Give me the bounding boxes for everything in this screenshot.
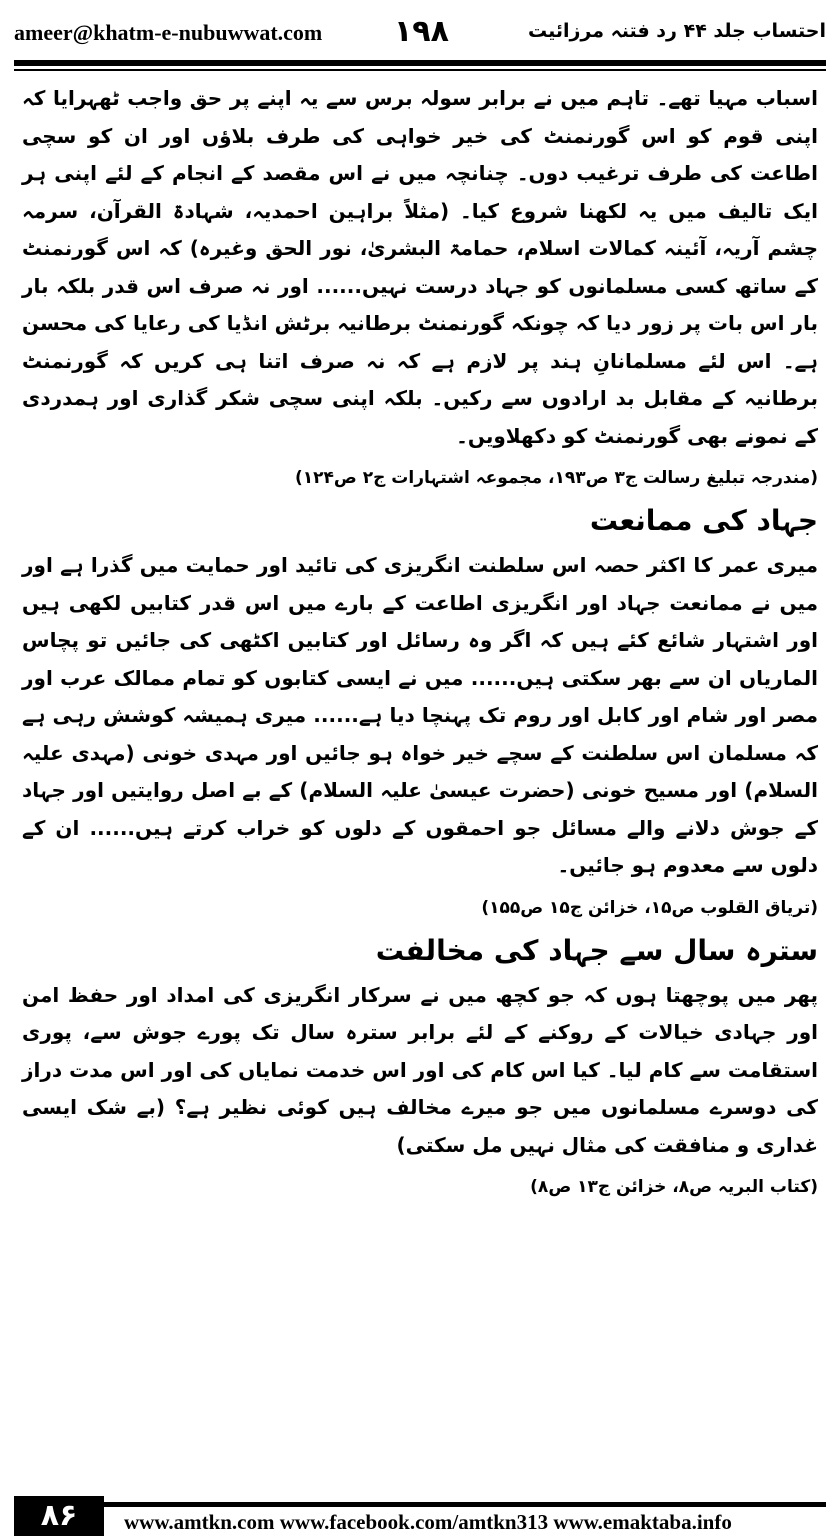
- reference-3: (کتاب البریہ ص۸، خزائن ج۱۳ ص۸): [530, 1177, 818, 1197]
- header-page-number: ۱۹۸: [394, 14, 449, 49]
- header-email[interactable]: ameer@khatm-e-nubuwwat.com: [14, 20, 323, 45]
- reference-1: (مندرجہ تبلیغ رسالت ج۳ ص۱۹۳، مجموعہ اشتہارات ج۲ ص۱۲۴): [295, 468, 818, 488]
- page-header: [14, 14, 826, 64]
- paragraph-2: میری عمر کا اکثر حصہ اس سلطنت انگریزی کی تائید اور حمایت میں گذرا ہے اور میں نے ممانعت جہاد اور انگریزی اطاعت کے بارے میں اس قدر کتابیں لکھی ہیں اور اشتہار شائع کئے ہیں کہ اگر وہ رسائل اور کتابیں اکٹھی کی جائیں تو پچاس الماریاں ان سے بھر سکتی ہیں...... میں نے ایسی کتابوں کو تمام ممالک عرب اور مصر اور شام اور کابل اور روم تک پہنچا دیا ہے...... میری ہمیشہ کوشش رہی ہے کہ مسلمان اس سلطنت کے سچے خیر خواہ ہو جائیں اور مہدی خونی (مہدی علیہ السلام) اور مسیح خونی (حضرت عیسیٰ علیہ السلام) کے بے اصل روایتیں اور جہاد کے جوش دلانے والے مسائل جو احمقوں کے دلوں کو خراب کرتے ہیں...... ان کے دلوں سے معدوم ہو جائیں۔: [22, 553, 818, 877]
- page-content: [22, 80, 818, 1208]
- heading-jihad-prohibition: جہاد کی ممانعت: [589, 504, 818, 537]
- paragraph-1: اسباب مہیا تھے۔ تاہم میں نے برابر سولہ برس سے یہ اپنے پر حق واجب ٹھہرایا کہ اپنی قوم کو اس گورنمنٹ کی خیر خواہی کی طرف بلاؤں اور ان کو سچی اطاعت کی طرف ترغیب دوں۔ چنانچہ میں نے اس مقصد کے انجام کے لئے اپنی ہر ایک تالیف میں یہ لکھنا شروع کیا۔ (مثلاً براہین احمدیہ، شہادۃ القرآن، سرمہ چشم آریہ، آئینہ کمالات اسلام، حمامۃ البشریٰ، نور الحق وغیرہ) کہ اس گورنمنٹ کے ساتھ کسی مسلمانوں کو جہاد درست نہیں...... اور نہ صرف اس قدر بلکہ بار بار اس بات پر زور دیا کہ چونکہ گورنمنٹ برطانیہ برٹش انڈیا کی رعایا کی محسن ہے۔ اس لئے مسلمانانِ ہند پر لازم ہے کہ نہ صرف اتنا ہی کریں کہ گورنمنٹ برطانیہ کے مقابل بد ارادوں سے رکیں۔ بلکہ اپنی سچی شکر گذاری اور ہمدردی کے نمونے بھی گورنمنٹ کو دکھلاویں۔: [22, 86, 818, 448]
- reference-2: (تریاق القلوب ص۱۵، خزائن ج۱۵ ص۱۵۵): [481, 897, 818, 918]
- header-rule-thin: [14, 69, 826, 71]
- footer-page-number: ۸۶: [14, 1496, 104, 1536]
- footer-links[interactable]: www.amtkn.com www.facebook.com/amtkn313 www.emaktaba.info: [124, 1510, 732, 1534]
- page-footer: [14, 1496, 826, 1540]
- header-rule-thick: [14, 60, 826, 66]
- header-book-title: احتساب جلد ۴۴ رد فتنہ مرزائیت: [527, 20, 826, 42]
- heading-seventeen-years: سترہ سال سے جہاد کی مخالفت: [375, 933, 818, 967]
- paragraph-3: پھر میں پوچھتا ہوں کہ جو کچھ میں نے سرکار انگریزی کی امداد اور حفظ امن اور جہادی خیالات کے روکنے کے لئے برابر سترہ سال تک پورے جوش سے، پوری استقامت سے کام لیا۔ کیا اس کام کی اور اس خدمت نمایاں کی اور اس مدت دراز کی دوسرے مسلمانوں میں جو میرے مخالف ہیں کوئی نظیر ہے؟ (بے شک ایسی غداری و منافقت کی مثال نہیں مل سکتی): [22, 982, 818, 1157]
